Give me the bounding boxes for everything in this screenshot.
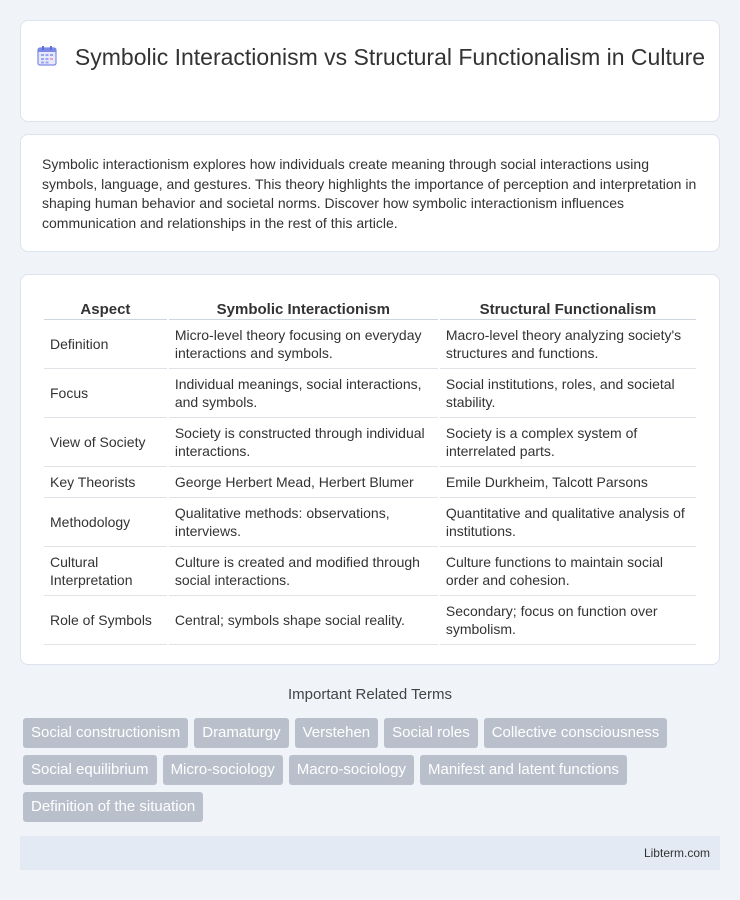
related-term-tag[interactable]: Verstehen (295, 718, 379, 748)
related-term-tag[interactable]: Manifest and latent functions (420, 755, 627, 785)
related-term-tag[interactable]: Social roles (384, 718, 478, 748)
page-title: Symbolic Interactionism vs Structural Functionalism in Culture (74, 44, 706, 70)
row-symbolic: George Herbert Mead, Herbert Blumer (169, 467, 438, 498)
related-term-tag[interactable]: Macro-sociology (289, 755, 414, 785)
row-aspect: Focus (44, 369, 167, 418)
table-row (44, 498, 696, 547)
row-structural: Emile Durkheim, Talcott Parsons (440, 467, 696, 498)
footer (20, 836, 720, 870)
header-structural: Structural Functionalism (440, 296, 696, 320)
related-term-tag[interactable]: Micro-sociology (163, 755, 283, 785)
row-symbolic: Central; symbols shape social reality. (169, 596, 438, 645)
row-aspect: Definition (44, 320, 167, 369)
table-row (44, 418, 696, 467)
row-symbolic: Society is constructed through individual interactions. (169, 418, 438, 467)
row-symbolic: Micro-level theory focusing on everyday interactions and symbols. (169, 320, 438, 369)
table-row (44, 369, 696, 418)
comparison-table (42, 296, 698, 645)
row-aspect: Cultural Interpretation (44, 547, 167, 596)
row-symbolic: Culture is created and modified through social interactions. (169, 547, 438, 596)
row-structural: Quantitative and qualitative analysis of institutions. (440, 498, 696, 547)
related-term-tag[interactable]: Dramaturgy (194, 718, 288, 748)
header-aspect: Aspect (44, 296, 167, 320)
intro-card (20, 134, 720, 252)
footer-site-link[interactable]: Libterm.com (643, 846, 710, 860)
calendar-icon (35, 44, 59, 68)
table-header-row (44, 296, 696, 320)
table-row (44, 467, 696, 498)
row-structural: Society is a complex system of interrelated parts. (440, 418, 696, 467)
row-symbolic: Qualitative methods: observations, interviews. (169, 498, 438, 547)
row-aspect: View of Society (44, 418, 167, 467)
row-aspect: Role of Symbols (44, 596, 167, 645)
table-row (44, 320, 696, 369)
related-terms-title: Important Related Terms (288, 686, 452, 703)
comparison-card (20, 274, 720, 665)
related-terms-list (23, 718, 713, 822)
page-title-wrap (21, 43, 719, 72)
row-structural: Social institutions, roles, and societal stability. (440, 369, 696, 418)
related-term-tag[interactable]: Definition of the situation (23, 792, 203, 822)
row-aspect: Key Theorists (44, 467, 167, 498)
row-structural: Culture functions to maintain social order and cohesion. (440, 547, 696, 596)
related-term-tag[interactable]: Social equilibrium (23, 755, 157, 785)
table-row (44, 596, 696, 645)
row-symbolic: Individual meanings, social interactions, and symbols. (169, 369, 438, 418)
header-symbolic: Symbolic Interactionism (169, 296, 438, 320)
related-term-tag[interactable]: Social constructionism (23, 718, 188, 748)
row-aspect: Methodology (44, 498, 167, 547)
intro-text: Symbolic interactionism explores how individuals create meaning through social interactions using symbols, language, and gestures. This theory highlights the importance of perception and interpretation in shaping human behavior and societal norms. Discover how symbolic interactionism influences communication and relationships in the rest of this article. (42, 156, 697, 231)
row-structural: Secondary; focus on function over symbolism. (440, 596, 696, 645)
row-structural: Macro-level theory analyzing society's structures and functions. (440, 320, 696, 369)
header-card (20, 20, 720, 122)
table-row (44, 547, 696, 596)
related-term-tag[interactable]: Collective consciousness (484, 718, 668, 748)
